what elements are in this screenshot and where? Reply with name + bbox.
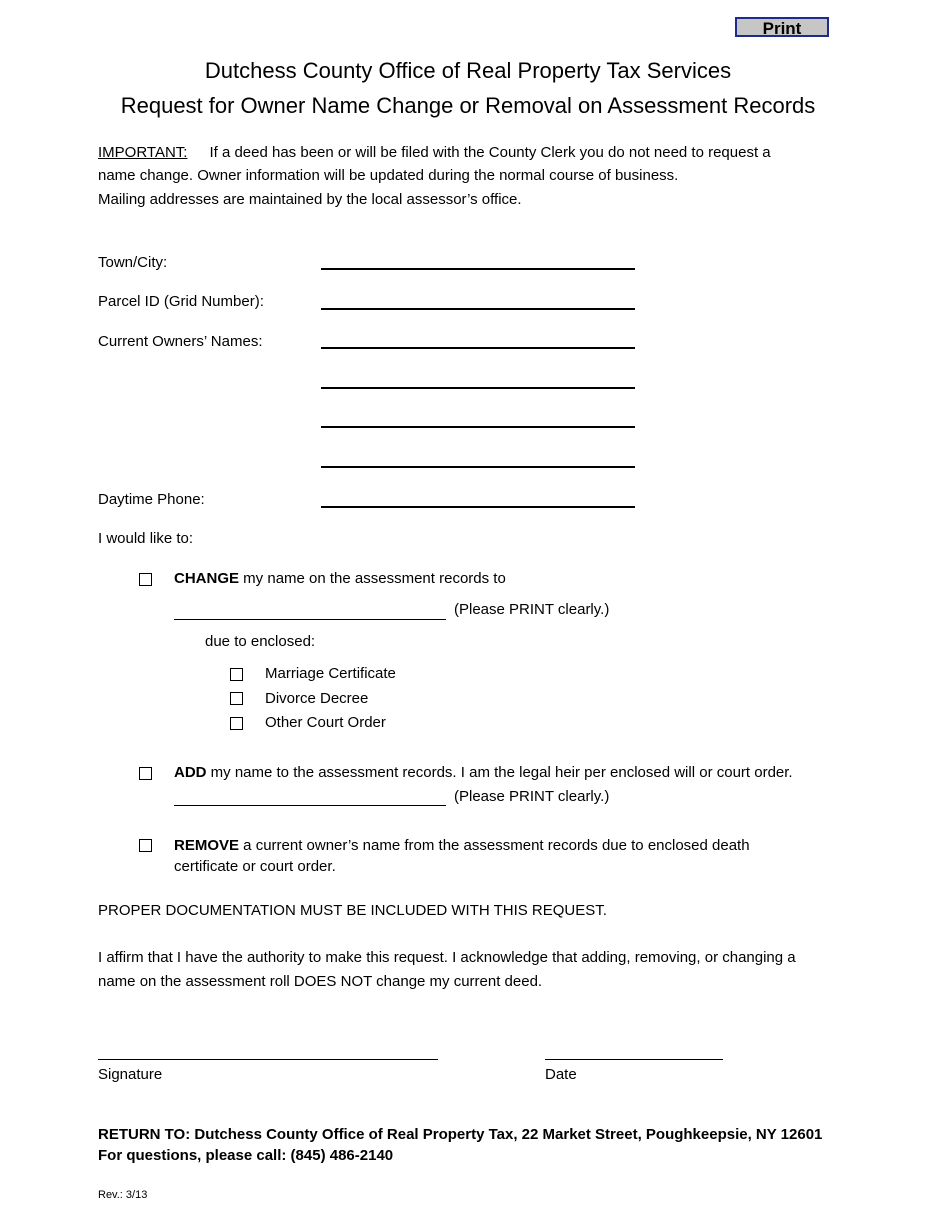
form-title: Request for Owner Name Change or Removal on Assessment Records xyxy=(120,93,816,118)
print-button[interactable]: Print xyxy=(735,17,829,37)
signature-field[interactable] xyxy=(98,1059,438,1060)
owner-name-field-1[interactable] xyxy=(321,347,635,349)
questions-phone: For questions, please call: (845) 486-2140 xyxy=(98,1147,394,1164)
affirmation-line-1: I affirm that I have the authority to make this request. I acknowledge that adding, removing, or changing a xyxy=(98,949,796,966)
header-title: Dutchess County Office of Real Property Tax Services xyxy=(204,58,732,83)
remove-option-text xyxy=(174,837,750,854)
notice-line-1 xyxy=(98,141,771,165)
due-to-label: due to enclosed: xyxy=(205,633,316,650)
owner-name-field-2[interactable] xyxy=(321,387,635,389)
change-keyword: CHANGE xyxy=(174,570,240,587)
town-city-label: Town/City: xyxy=(98,254,168,271)
add-description: my name to the assessment records. I am the legal heir per enclosed will or court order. xyxy=(206,764,793,781)
remove-checkbox[interactable] xyxy=(139,839,152,852)
add-option-text xyxy=(174,764,793,781)
add-print-note: (Please PRINT clearly.) xyxy=(454,788,610,805)
date-field[interactable] xyxy=(545,1059,723,1060)
remove-description: a current owner’s name from the assessment records due to enclosed death xyxy=(239,837,750,854)
divorce-decree-label: Divorce Decree xyxy=(265,690,369,707)
parcel-id-label: Parcel ID (Grid Number): xyxy=(98,293,264,310)
change-checkbox[interactable] xyxy=(139,573,152,586)
marriage-certificate-label: Marriage Certificate xyxy=(265,665,396,682)
marriage-certificate-checkbox[interactable] xyxy=(230,668,243,681)
change-option-text xyxy=(174,570,506,587)
change-description: my name on the assessment records to xyxy=(239,570,506,587)
owner-name-field-4[interactable] xyxy=(321,466,635,468)
remove-keyword: REMOVE xyxy=(174,837,240,854)
signature-label: Signature xyxy=(98,1066,163,1083)
daytime-phone-label: Daytime Phone: xyxy=(98,491,205,508)
add-name-field[interactable] xyxy=(174,805,446,806)
change-print-note: (Please PRINT clearly.) xyxy=(454,601,610,618)
add-checkbox[interactable] xyxy=(139,767,152,780)
proper-documentation-notice: PROPER DOCUMENTATION MUST BE INCLUDED WITH THIS REQUEST. xyxy=(98,902,607,919)
daytime-phone-field[interactable] xyxy=(321,506,635,508)
current-owners-label: Current Owners’ Names: xyxy=(98,333,263,350)
change-new-name-field[interactable] xyxy=(174,619,446,620)
notice-line-2: name change. Owner information will be updated during the normal course of business. xyxy=(98,167,679,184)
revision-label: Rev.: 3/13 xyxy=(98,1189,148,1201)
add-keyword: ADD xyxy=(174,764,207,781)
remove-description-line-2: certificate or court order. xyxy=(174,858,336,875)
other-court-order-checkbox[interactable] xyxy=(230,717,243,730)
owner-name-field-3[interactable] xyxy=(321,426,635,428)
affirmation-line-2: name on the assessment roll DOES NOT change my current deed. xyxy=(98,973,543,990)
would-like-label: I would like to: xyxy=(98,530,194,547)
date-label: Date xyxy=(545,1066,577,1083)
parcel-id-field[interactable] xyxy=(321,308,635,310)
town-city-field[interactable] xyxy=(321,268,635,270)
divorce-decree-checkbox[interactable] xyxy=(230,692,243,705)
return-to-address: RETURN TO: Dutchess County Office of Real Property Tax, 22 Market Street, Poughkeepsie, NY 12601 xyxy=(98,1126,823,1143)
other-court-order-label: Other Court Order xyxy=(265,714,386,731)
notice-line-3: Mailing addresses are maintained by the local assessor’s office. xyxy=(98,191,522,208)
notice-text-1: If a deed has been or will be filed with the County Clerk you do not need to request a xyxy=(209,144,771,161)
important-label: IMPORTANT: xyxy=(98,144,188,161)
